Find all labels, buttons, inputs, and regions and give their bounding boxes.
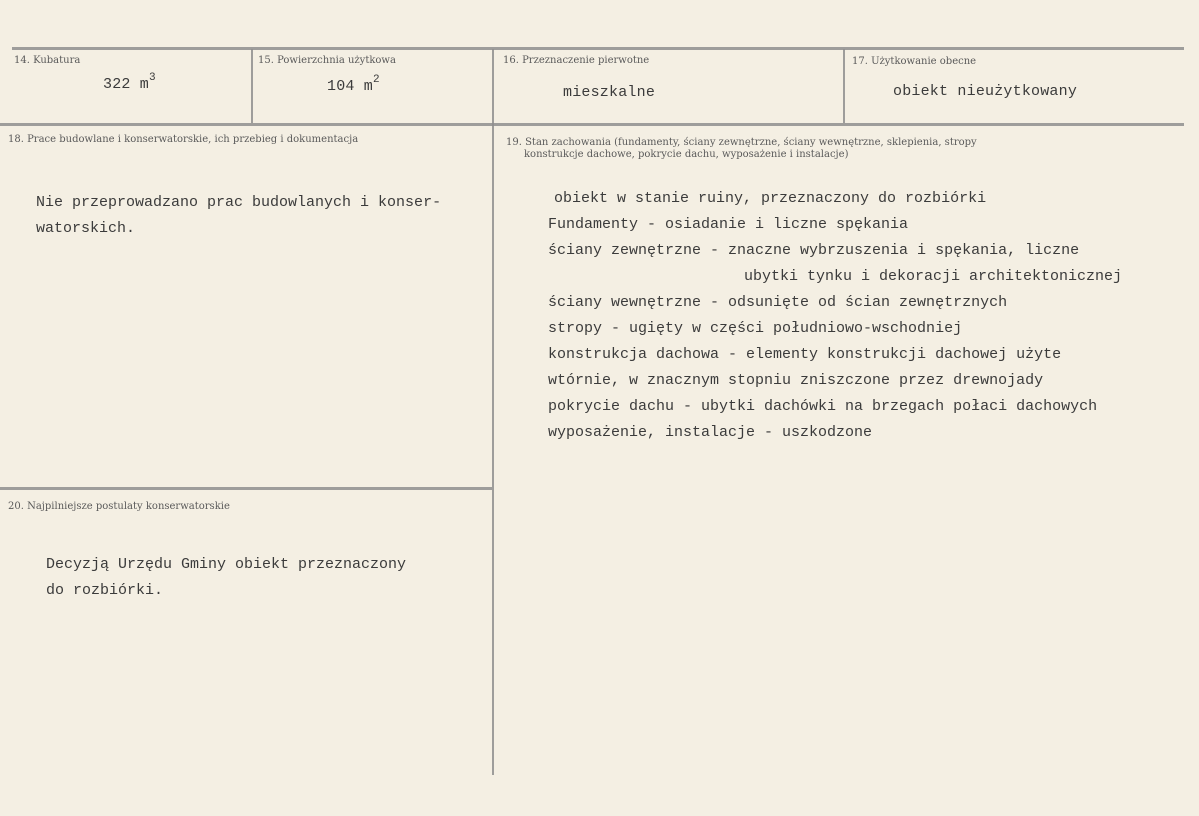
field-17-value: obiekt nieużytkowany xyxy=(893,83,1078,100)
field-19-line: stropy - ugięty w części południowo-wschodniej xyxy=(548,320,963,337)
field-19-line: pokrycie dachu - ubytki dachówki na brzegach połaci dachowych xyxy=(548,398,1098,415)
field-20-line: Decyzją Urzędu Gminy obiekt przeznaczony xyxy=(46,556,407,573)
field-17-label: 17. Użytkowanie obecne xyxy=(852,56,977,67)
f18-bottom-rule xyxy=(0,487,492,490)
field-14-number: 322 m xyxy=(103,76,150,93)
field-19-line: Fundamenty - osiadanie i liczne spękania xyxy=(548,216,909,233)
field-15-value xyxy=(327,74,380,95)
field-19-text xyxy=(548,186,1122,446)
v-rule-1 xyxy=(251,49,253,123)
field-16-value: mieszkalne xyxy=(563,84,656,101)
field-14-value xyxy=(103,72,156,93)
field-19-label-line-2: konstrukcje dachowe, pokrycie dachu, wyposażenie i instalacje) xyxy=(524,149,849,160)
field-19-line: wtórnie, w znacznym stopniu zniszczone przez drewnojady xyxy=(548,372,1044,389)
v-rule-2 xyxy=(492,49,494,775)
field-19-line: ubytki tynku i dekoracji architektonicznej xyxy=(744,268,1123,285)
field-18-line: Nie przeprowadzano prac budowlanych i konser- xyxy=(36,194,442,211)
field-19-line: ściany zewnętrzne - znaczne wybrzuszenia i spękania, liczne xyxy=(548,242,1080,259)
field-19-line: obiekt w stanie ruiny, przeznaczony do rozbiórki xyxy=(554,190,987,207)
field-19-line: wyposażenie, instalacje - uszkodzone xyxy=(548,424,873,441)
field-20-label: 20. Najpilniejsze postulaty konserwatorskie xyxy=(8,501,230,512)
field-15-exponent: 2 xyxy=(373,74,380,86)
field-14-label: 14. Kubatura xyxy=(14,55,81,66)
row1-bottom-rule xyxy=(0,123,1184,126)
field-20-text xyxy=(46,552,406,604)
field-15-number: 104 m xyxy=(327,78,374,95)
field-18-label: 18. Prace budowlane i konserwatorskie, ich przebieg i dokumentacja xyxy=(8,134,359,145)
field-18-line: watorskich. xyxy=(36,220,136,237)
field-20-line: do rozbiórki. xyxy=(46,582,164,599)
field-15-label: 15. Powierzchnia użytkowa xyxy=(258,55,396,66)
field-19-label-line-1: 19. Stan zachowania (fundamenty, ściany zewnętrzne, ściany wewnętrzne, sklepienia, stropy xyxy=(506,137,977,148)
v-rule-3 xyxy=(843,49,845,123)
field-19-line: ściany wewnętrzne - odsunięte od ścian zewnętrznych xyxy=(548,294,1008,311)
field-16-label: 16. Przeznaczenie pierwotne xyxy=(503,55,650,66)
top-rule xyxy=(12,47,1184,50)
field-19-line: konstrukcja dachowa - elementy konstrukcji dachowej użyte xyxy=(548,346,1062,363)
field-14-exponent: 3 xyxy=(149,72,156,84)
field-18-text xyxy=(36,190,441,242)
